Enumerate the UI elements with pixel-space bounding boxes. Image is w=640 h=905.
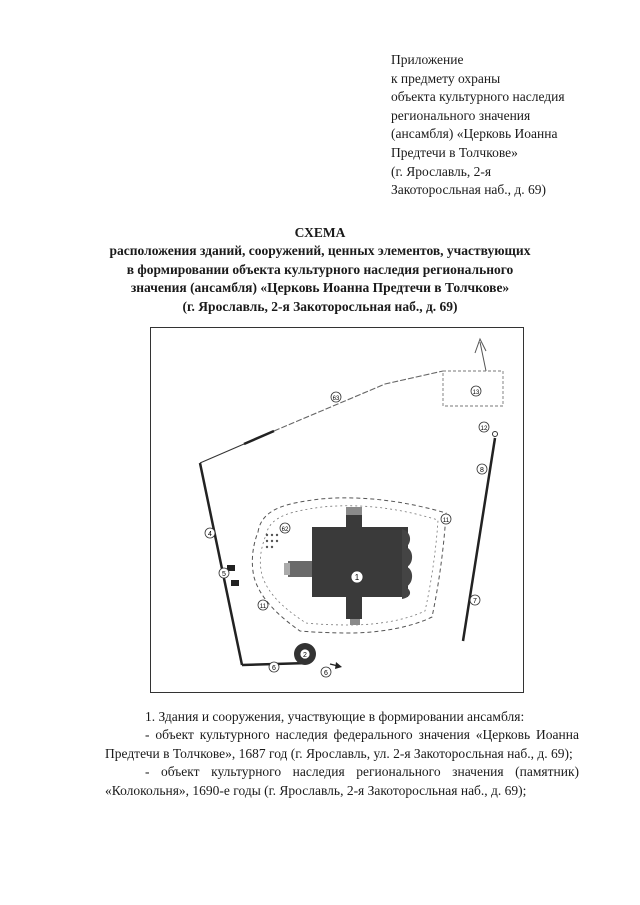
marker-gate-left (219, 568, 229, 578)
site-scheme-drawing (150, 327, 524, 693)
marker-fence-bottom (269, 662, 279, 672)
svg-text:13: 13 (472, 390, 480, 396)
svg-text:1: 1 (354, 573, 360, 582)
marker-lawn-left (258, 600, 268, 610)
entrance-arrow-icon (330, 662, 342, 669)
garden-dots (266, 534, 278, 548)
fence-post (493, 432, 498, 437)
svg-text:63: 63 (332, 396, 340, 402)
gate-mark (231, 580, 239, 586)
appendix-line: регионального значения (391, 107, 531, 123)
marker-top-fence (331, 392, 341, 402)
appendix-line: (г. Ярославль, 2-я (391, 163, 492, 179)
appendix-note (391, 51, 627, 200)
marker-fence-right-upper (477, 464, 487, 474)
fence-top-thin (274, 371, 443, 431)
appendix-line: объекта культурного наследия (391, 89, 565, 105)
church-building (281, 507, 412, 625)
document-title (40, 224, 600, 316)
appendix-line: Приложение (391, 52, 464, 67)
marker-fence-nw (150, 327, 254, 437)
title-line: расположения зданий, сооружений, ценных элементов, участвующих (109, 243, 531, 259)
marker-corner-bottom (321, 667, 331, 677)
svg-text:7: 7 (473, 598, 477, 605)
body-text (105, 708, 579, 800)
svg-text:6: 6 (324, 670, 328, 677)
marker-garden (280, 523, 290, 533)
fence-nw-thin (200, 444, 244, 463)
marker-upper-right-box (471, 386, 481, 396)
svg-text:12: 12 (480, 426, 488, 432)
svg-text:5: 5 (222, 571, 226, 578)
title-heading: СХЕМА (294, 225, 346, 240)
scheme-frame (151, 328, 524, 693)
body-paragraph: - объект культурного наследия федерального значения «Церковь Иоанна Предтечи в Толчкове», 1687 год (г. Ярославль, ул. 2-я Закоторосльная наб., д. 69); (105, 727, 579, 761)
appendix-line: к предмету охраны (391, 70, 501, 86)
title-line: значения (ансамбля) «Церковь Иоанна Предтечи в Толчкове» (130, 280, 510, 296)
item-heading: 1. Здания и сооружения, участвующие в формировании ансамбля: (145, 709, 525, 724)
appendix-line: (ансамбля) «Церковь Иоанна (391, 126, 558, 142)
marker-belfry (300, 649, 310, 659)
site-scheme (150, 327, 524, 693)
marker-upper-right-small (479, 422, 489, 432)
svg-text:4: 4 (208, 531, 212, 538)
body-paragraph: - объект культурного наследия регионального значения (памятник) «Колокольня», 1690-е годы (г. Ярославль, 2-я Закоторосльная наб., д. 69); (105, 764, 579, 798)
title-line: (г. Ярославль, 2-я Закоторосльная наб., д. 69) (182, 298, 458, 314)
svg-text:11: 11 (442, 518, 450, 524)
marker-lawn-right (441, 514, 451, 524)
marker-church (351, 571, 363, 583)
marker-fence-left (205, 528, 215, 538)
svg-text:8: 8 (480, 467, 484, 474)
svg-text:11: 11 (259, 604, 267, 610)
appendix-line: Закоторосльная наб., д. 69) (391, 182, 547, 198)
svg-text:6: 6 (272, 665, 276, 672)
title-line: в формировании объекта культурного наследия регионального (126, 261, 514, 277)
marker-fence-right-lower (470, 595, 480, 605)
appendix-line: Предтечи в Толчкове» (391, 144, 518, 160)
fence-nw-thick (244, 431, 274, 444)
svg-text:62: 62 (281, 527, 289, 533)
fence-left (200, 463, 242, 665)
svg-text:2: 2 (303, 652, 307, 659)
north-arrow-icon (475, 339, 486, 371)
